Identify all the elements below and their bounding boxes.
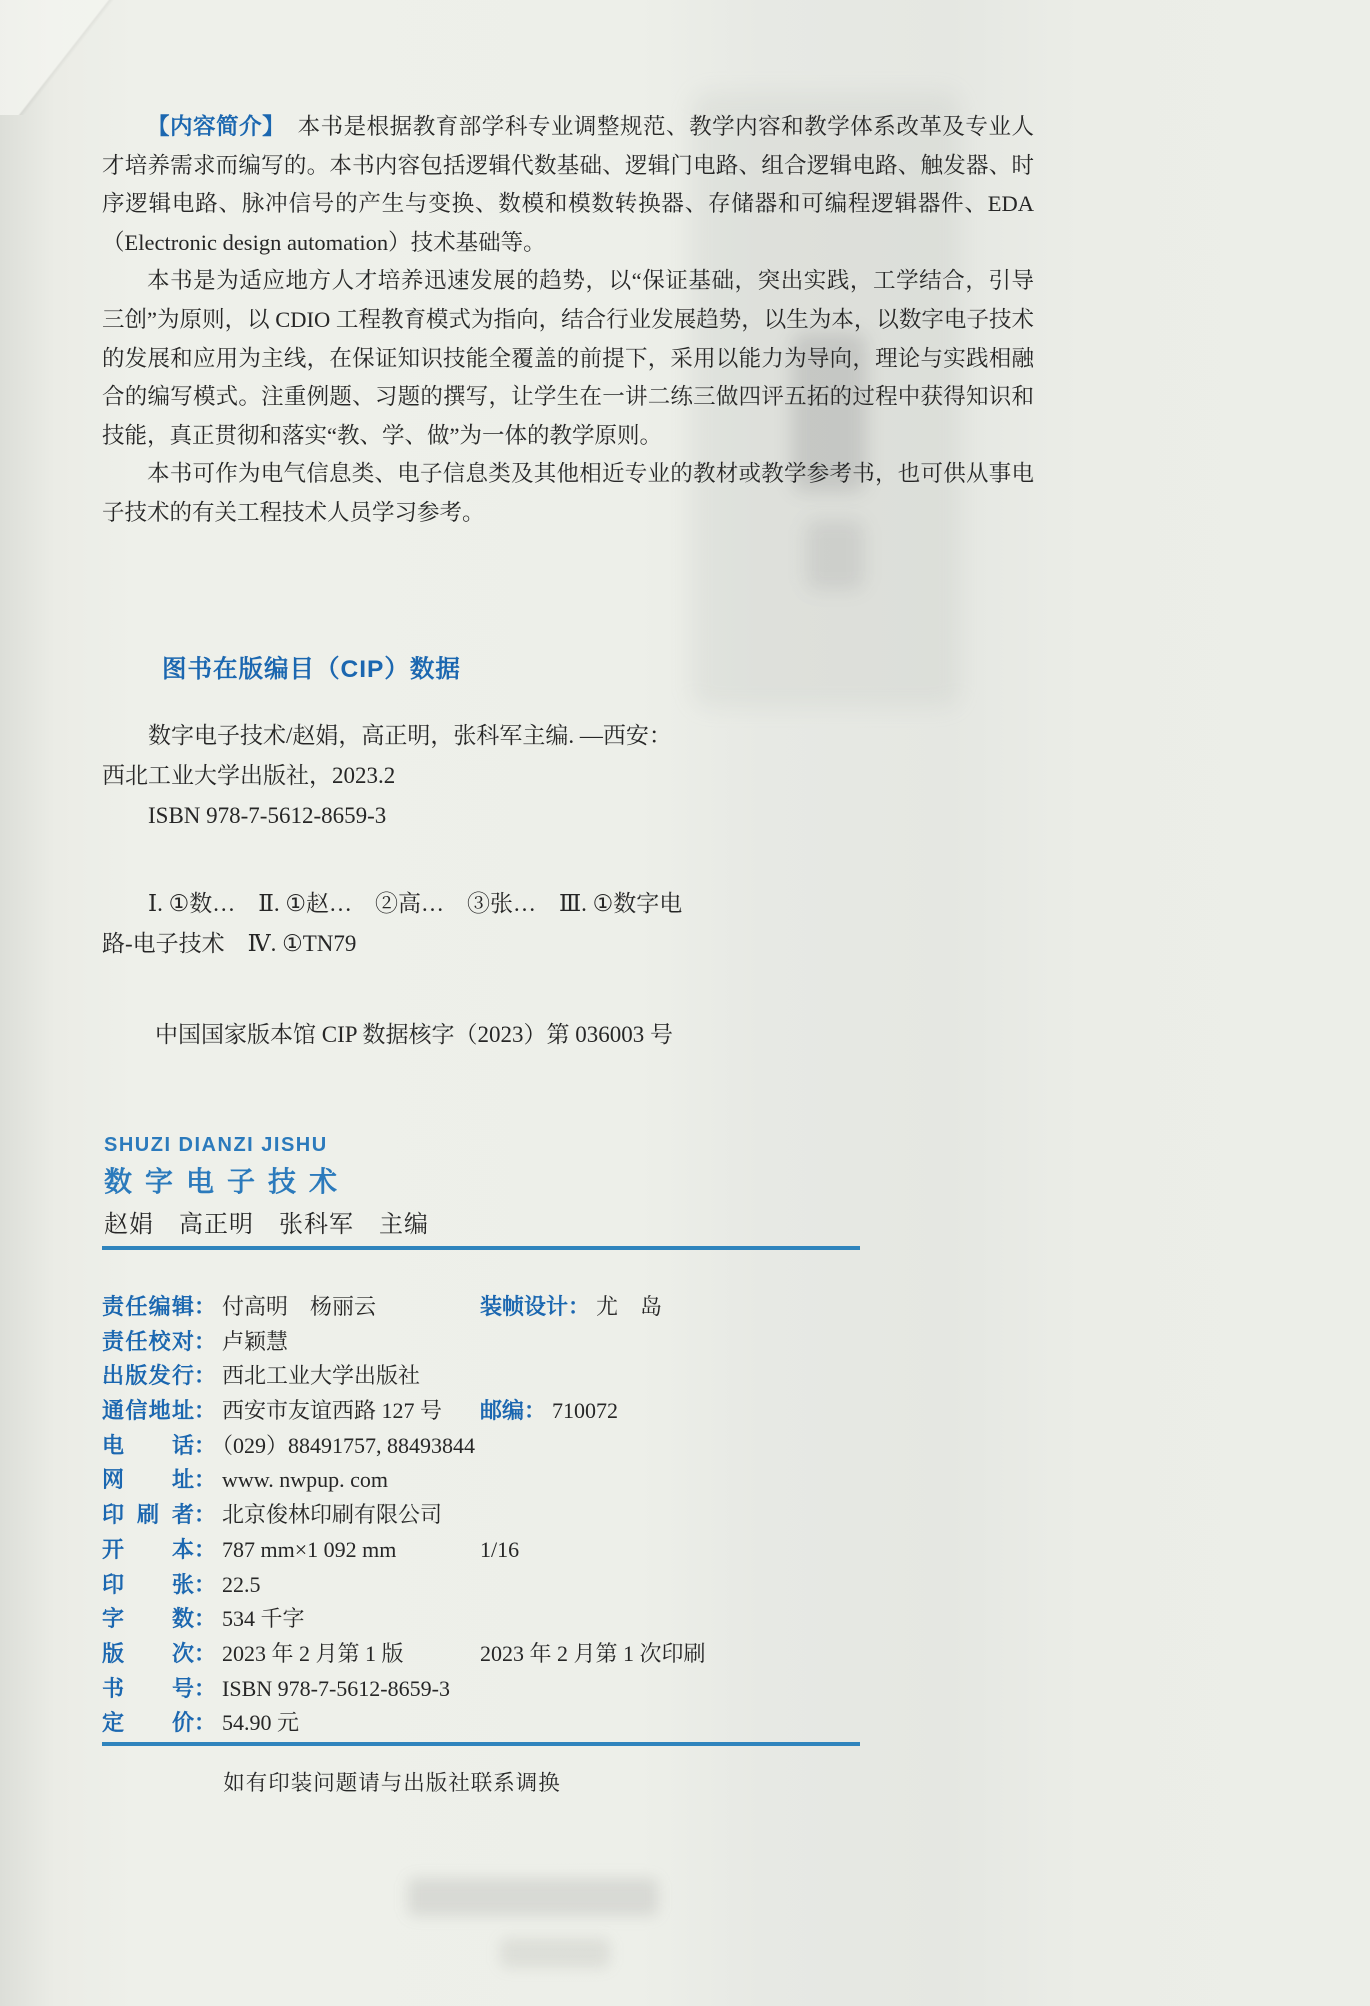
- colophon-colon: ：: [194, 1467, 217, 1493]
- cip-record-number: 中国国家版本馆 CIP 数据核字（2023）第 036003 号: [155, 1022, 673, 1047]
- colophon-label: 定价: [102, 1710, 194, 1736]
- binding-issue-note: 如有印装问题请与出版社联系调换: [223, 1771, 561, 1795]
- colophon-col2: [480, 1637, 706, 1672]
- intro-section: [102, 108, 1034, 533]
- colophon-label: 书号: [102, 1675, 194, 1701]
- colophon-value: （029）88491757, 88493844: [222, 1432, 476, 1458]
- colophon-row: [102, 1706, 1034, 1741]
- colophon-value-2: 尤 岛: [596, 1294, 663, 1319]
- colophon-colon: ：: [194, 1328, 217, 1354]
- colophon-label-2: 邮编: [480, 1398, 525, 1424]
- colophon-label: 印张: [102, 1571, 194, 1597]
- cip-record-block: [102, 716, 1034, 836]
- scan-fold-artifact: [0, 0, 130, 115]
- colophon-value: 534 千字: [222, 1606, 305, 1632]
- colophon-colon: ：: [194, 1398, 217, 1424]
- colophon-row: [102, 1602, 1034, 1637]
- colophon-value: www. nwpup. com: [222, 1467, 389, 1493]
- colophon-value: 2023 年 2 月第 1 版: [222, 1640, 404, 1666]
- colophon-colon: ：: [194, 1675, 217, 1701]
- cip-publisher-line: 西北工业大学出版社，2023.2: [102, 763, 396, 788]
- colophon-label: 版次: [102, 1640, 194, 1666]
- scan-showthrough-ghost: [500, 1938, 610, 1968]
- colophon-row: [102, 1290, 1034, 1325]
- colophon-value-2: 710072: [552, 1398, 619, 1424]
- colophon-row: [102, 1463, 1034, 1498]
- colophon-colon: ：: [194, 1432, 217, 1458]
- colophon-value: 22.5: [222, 1571, 261, 1597]
- colophon-value: ISBN 978-7-5612-8659-3: [222, 1675, 450, 1701]
- intro-paragraph-1: [102, 108, 1034, 262]
- colophon-colon: ：: [194, 1640, 217, 1666]
- colophon-row: [102, 1568, 1034, 1603]
- colophon-col2: [480, 1394, 618, 1429]
- cip-isbn-line: ISBN 978-7-5612-8659-3: [148, 803, 387, 828]
- colophon-value: 卢颖慧: [222, 1328, 289, 1354]
- intro-paragraph-2: 本书是为适应地方人才培养迅速发展的趋势，以“保证基础，突出实践，工学结合，引导三创”为原则，以 CDIO 工程教育模式为指向，结合行业发展趋势，以生为本，以数字电子技术的发展和应用为主线，在保证知识技能全覆盖的前提下，采用以能力为导向，理论与实践相融合的编写模式。注重例题、习题的撰写，让学生在一讲二练三做四评五拓的过程中获得知识和技能，真正贯彻和落实“教、学、做”为一体的教学原则。: [102, 268, 1034, 448]
- colophon-value: 付高明 杨丽云: [222, 1294, 377, 1319]
- colophon-value: 北京俊林印刷有限公司: [222, 1502, 443, 1528]
- colophon-colon: ：: [194, 1571, 217, 1597]
- colophon-value-2: 2023 年 2 月第 1 次印刷: [480, 1640, 706, 1666]
- colophon-table: [102, 1290, 1034, 1741]
- cip-class-line-1: Ⅰ. ①数… Ⅱ. ①赵… ②高… ③张… Ⅲ. ①数字电: [148, 891, 683, 916]
- colophon-value-2: 1/16: [480, 1536, 520, 1562]
- colophon-label: 网址: [102, 1467, 194, 1493]
- colophon-value: 54.90 元: [222, 1710, 300, 1736]
- colophon-colon: ：: [194, 1710, 217, 1736]
- colophon-colon: ：: [194, 1363, 217, 1389]
- colophon-row: [102, 1637, 1034, 1672]
- intro-paragraph-3: 本书可作为电气信息类、电子信息类及其他相近专业的教材或教学参考书，也可供从事电子技术的有关工程技术人员学习参考。: [102, 461, 1034, 525]
- colophon-colon: ：: [524, 1398, 547, 1424]
- colophon-value: 西北工业大学出版社: [222, 1363, 421, 1389]
- book-title: 数字电子技术: [104, 1166, 351, 1197]
- colophon-label: 责任编辑: [102, 1294, 194, 1319]
- colophon-label-2: 装帧设计: [480, 1294, 569, 1319]
- colophon-row: [102, 1325, 1034, 1360]
- colophon-row: [102, 1359, 1034, 1394]
- colophon-label: 开本: [102, 1536, 194, 1562]
- colophon-row: [102, 1429, 1034, 1464]
- colophon-col2: [480, 1533, 519, 1568]
- colophon-colon: ：: [194, 1606, 217, 1632]
- book-authors: 赵娟 高正明 张科军 主编: [104, 1212, 429, 1238]
- colophon-label: 电话: [102, 1432, 194, 1458]
- divider-rule-top: [102, 1246, 860, 1250]
- colophon-row: [102, 1672, 1034, 1707]
- colophon-value: 西安市友谊西路 127 号: [222, 1398, 443, 1424]
- colophon-label: 出版发行: [102, 1363, 194, 1389]
- cip-classification: [102, 884, 1034, 964]
- scan-showthrough-ghost: [408, 1878, 658, 1916]
- colophon-row: [102, 1498, 1034, 1533]
- colophon-colon: ：: [568, 1294, 591, 1319]
- intro-label: 【内容简介】: [147, 114, 286, 139]
- colophon-label: 印刷者: [102, 1502, 194, 1528]
- colophon-colon: ：: [194, 1294, 217, 1319]
- cip-heading: 图书在版编目（CIP）数据: [162, 656, 461, 683]
- cip-title-line: 数字电子技术/赵娟，高正明，张科军主编. —西安：: [148, 723, 672, 748]
- colophon-label: 责任校对: [102, 1328, 194, 1354]
- divider-rule-bottom: [102, 1742, 860, 1746]
- colophon-label: 通信地址: [102, 1398, 194, 1424]
- colophon-value: 787 mm×1 092 mm: [222, 1536, 397, 1562]
- colophon-colon: ：: [194, 1536, 217, 1562]
- book-title-pinyin: SHUZI DIANZI JISHU: [104, 1134, 328, 1156]
- colophon-label: 字数: [102, 1606, 194, 1632]
- intro-text-1: 本书是根据教育部学科专业调整规范、教学内容和教学体系改革及专业人才培养需求而编写的。本书内容包括逻辑代数基础、逻辑门电路、组合逻辑电路、触发器、时序逻辑电路、脉冲信号的产生与变换、数模和模数转换器、存储器和可编程逻辑器件、EDA（Electronic design automation）技术基础等。: [102, 114, 1034, 255]
- colophon-row: [102, 1394, 1034, 1429]
- colophon-row: [102, 1533, 1034, 1568]
- colophon-colon: ：: [194, 1502, 217, 1528]
- colophon-col2: [480, 1290, 662, 1325]
- cip-class-line-2: 路-电子技术 Ⅳ. ①TN79: [102, 931, 357, 956]
